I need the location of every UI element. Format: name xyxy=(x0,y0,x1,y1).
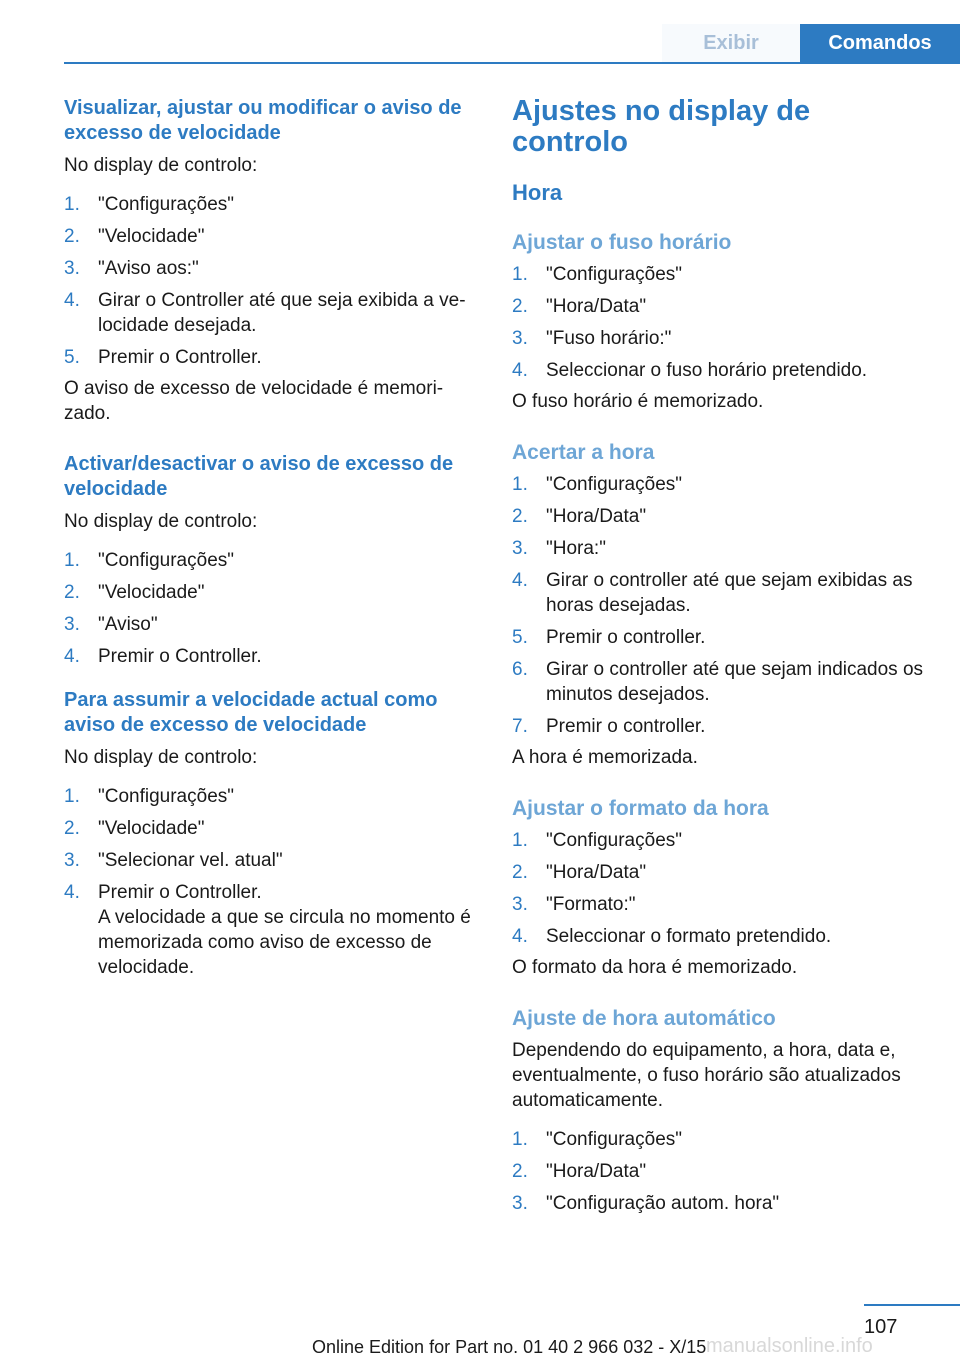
step-text: "Hora/Data" xyxy=(546,296,647,317)
step-number: 1. xyxy=(512,264,528,285)
steps-list xyxy=(64,784,480,905)
step-note: A velocidade a que se circula no momento é memorizada como aviso de excesso de velocidade. xyxy=(98,907,471,978)
paragraph: No display de controlo: xyxy=(64,155,258,176)
list-item xyxy=(512,262,932,287)
step-number: 2. xyxy=(64,226,80,247)
paragraph: Dependendo do equipamento, a hora, data e, eventualmente, o fuso horário são atualizados automaticamente. xyxy=(512,1040,901,1111)
list-item xyxy=(64,612,480,637)
paragraph: No display de controlo: xyxy=(64,747,258,768)
step-number: 5. xyxy=(512,627,528,648)
step-number: 7. xyxy=(512,716,528,737)
step-number: 4. xyxy=(512,570,528,591)
list-item xyxy=(64,816,480,841)
paragraph: O formato da hora é memorizado. xyxy=(512,957,798,978)
step-text: "Configurações" xyxy=(546,264,683,285)
step-text: Premir o Controller. xyxy=(98,347,262,368)
step-text: "Velocidade" xyxy=(98,818,205,839)
list-item xyxy=(64,644,480,669)
step-number: 3. xyxy=(64,258,80,279)
step-number: 6. xyxy=(512,659,528,680)
list-item xyxy=(64,192,480,217)
step-number: 3. xyxy=(512,1193,528,1214)
list-item xyxy=(512,1191,932,1216)
list-item xyxy=(512,828,932,853)
step-number: 2. xyxy=(512,1161,528,1182)
step-number: 3. xyxy=(64,614,80,635)
step-text: "Hora/Data" xyxy=(546,506,647,527)
list-item xyxy=(512,1127,932,1152)
list-item xyxy=(512,504,932,529)
section-title-speed-warning: Visualizar, ajustar ou modificar o aviso de excesso de velocidade xyxy=(64,97,462,144)
step-number: 4. xyxy=(64,290,80,311)
step-text: Premir o Controller. xyxy=(98,882,262,903)
list-item xyxy=(64,345,480,370)
step-text: Premir o controller. xyxy=(546,627,706,648)
step-text: "Configurações" xyxy=(546,474,683,495)
step-text: "Velocidade" xyxy=(98,226,205,247)
step-text: Girar o controller até que sejam indicados os minutos desejados. xyxy=(546,659,924,705)
list-item xyxy=(64,880,480,905)
watermark: manualsonline.info xyxy=(706,1335,873,1357)
list-item xyxy=(64,224,480,249)
page-number: 107 xyxy=(864,1316,898,1338)
step-text: Seleccionar o formato pretendido. xyxy=(546,926,832,947)
tab-exibir[interactable]: Exibir xyxy=(662,24,800,62)
steps-list xyxy=(512,472,932,739)
step-text: "Aviso aos:" xyxy=(98,258,199,279)
list-item xyxy=(512,1159,932,1184)
list-item xyxy=(512,657,932,707)
footer-rule xyxy=(864,1304,960,1306)
step-number: 3. xyxy=(512,538,528,559)
list-item xyxy=(512,536,932,561)
paragraph: O aviso de excesso de velocidade é memori-zado. xyxy=(64,378,444,424)
list-item xyxy=(512,892,932,917)
step-number: 3. xyxy=(512,328,528,349)
steps-list xyxy=(512,262,932,383)
step-text: Girar o controller até que sejam exibidas as horas desejadas. xyxy=(546,570,913,616)
list-item xyxy=(512,326,932,351)
step-text: "Configuração autom. hora" xyxy=(546,1193,780,1214)
step-number: 2. xyxy=(64,818,80,839)
steps-list xyxy=(512,828,932,949)
header-bar xyxy=(64,24,960,64)
step-number: 3. xyxy=(64,850,80,871)
heading-fuso: Ajustar o fuso horário xyxy=(512,231,732,254)
list-item xyxy=(64,784,480,809)
left-column xyxy=(64,96,480,980)
list-item xyxy=(64,548,480,573)
step-number: 1. xyxy=(512,1129,528,1150)
step-number: 4. xyxy=(64,882,80,903)
list-item xyxy=(64,580,480,605)
step-number: 1. xyxy=(64,194,80,215)
step-text: "Hora/Data" xyxy=(546,1161,647,1182)
list-item xyxy=(512,860,932,885)
edition-text: Online Edition for Part no. 01 40 2 966 032 - X/15 xyxy=(312,1337,707,1357)
list-item xyxy=(512,472,932,497)
step-text: "Configurações" xyxy=(98,550,235,571)
step-text: "Selecionar vel. atual" xyxy=(98,850,283,871)
step-number: 4. xyxy=(64,646,80,667)
section-title-assume-speed: Para assumir a velocidade actual como aviso de excesso de velocidade xyxy=(64,689,438,736)
tab-comandos[interactable]: Comandos xyxy=(800,24,960,62)
step-number: 1. xyxy=(512,474,528,495)
step-text: "Velocidade" xyxy=(98,582,205,603)
step-text: Premir o controller. xyxy=(546,716,706,737)
step-text: "Configurações" xyxy=(546,1129,683,1150)
step-number: 2. xyxy=(512,862,528,883)
step-number: 2. xyxy=(64,582,80,603)
paragraph: A hora é memorizada. xyxy=(512,747,698,768)
step-text: Girar o Controller até que seja exibida a ve-locidade desejada. xyxy=(98,290,466,336)
step-number: 5. xyxy=(64,347,80,368)
paragraph: No display de controlo: xyxy=(64,511,258,532)
step-text: "Configurações" xyxy=(98,786,235,807)
section-title-activate-warning: Activar/desactivar o aviso de excesso de velocidade xyxy=(64,453,454,500)
step-text: Seleccionar o fuso horário pretendido. xyxy=(546,360,868,381)
list-item xyxy=(64,288,480,338)
step-number: 4. xyxy=(512,360,528,381)
step-text: "Fuso horário:" xyxy=(546,328,672,349)
section-title-display-settings: Ajustes no display de controlo xyxy=(512,95,811,158)
step-number: 3. xyxy=(512,894,528,915)
step-number: 1. xyxy=(512,830,528,851)
steps-list xyxy=(64,192,480,370)
list-item xyxy=(512,568,932,618)
step-number: 1. xyxy=(64,550,80,571)
step-text: "Hora:" xyxy=(546,538,606,559)
step-text: "Configurações" xyxy=(546,830,683,851)
paragraph: O fuso horário é memorizado. xyxy=(512,391,764,412)
step-text: Premir o Controller. xyxy=(98,646,262,667)
step-number: 2. xyxy=(512,506,528,527)
list-item xyxy=(512,625,932,650)
list-item xyxy=(512,714,932,739)
right-column xyxy=(512,96,932,1223)
steps-list xyxy=(64,548,480,669)
subsection-title-hora: Hora xyxy=(512,180,563,205)
list-item xyxy=(512,358,932,383)
steps-list xyxy=(512,1127,932,1216)
list-item xyxy=(512,924,932,949)
step-text: "Configurações" xyxy=(98,194,235,215)
step-text: "Hora/Data" xyxy=(546,862,647,883)
step-number: 4. xyxy=(512,926,528,947)
heading-auto: Ajuste de hora automático xyxy=(512,1007,776,1030)
step-text: "Formato:" xyxy=(546,894,636,915)
list-item xyxy=(64,256,480,281)
step-number: 1. xyxy=(64,786,80,807)
list-item xyxy=(512,294,932,319)
step-text: "Aviso" xyxy=(98,614,158,635)
heading-acertar: Acertar a hora xyxy=(512,441,655,464)
step-number: 2. xyxy=(512,296,528,317)
list-item xyxy=(64,848,480,873)
heading-formato: Ajustar o formato da hora xyxy=(512,797,769,820)
